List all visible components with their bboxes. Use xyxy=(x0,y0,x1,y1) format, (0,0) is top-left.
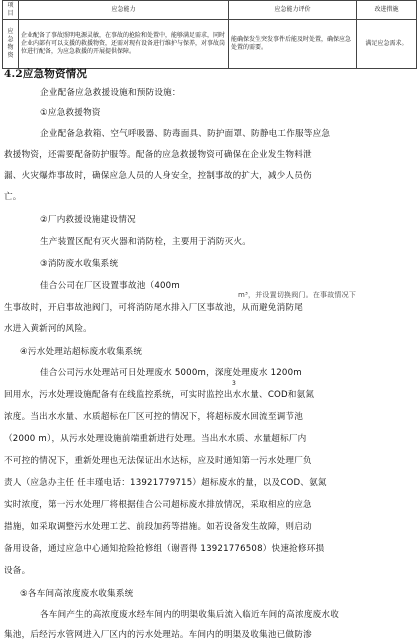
subheading-4: ④污水处理站超标废水收集系统 xyxy=(20,347,143,357)
paragraph-line: 救援物资，还需要配备防护服等。配备的应急救援物资可确保在企业发生物料泄 xyxy=(4,150,312,160)
paragraph-line: 不可控的情况下，重新处理也无法保证出水达标，应及时通知第一污水处理厂负 xyxy=(4,456,312,466)
paragraph-line: 亡。 xyxy=(4,192,22,202)
header-improvement: 改进措施 xyxy=(357,1,417,20)
section-heading: 4.2应急物资情况 xyxy=(4,68,88,80)
paragraph-line: 设备。 xyxy=(4,566,31,576)
paragraph-line: 回用水，污水处理设施配备有在线监控系统，可实时监控出水水量、COD和氨氮 xyxy=(4,390,315,400)
paragraph-line: 企业配备急救箱、空气呼吸器、防毒面具、防护面罩、防静电工作服等应急 xyxy=(40,129,331,139)
paragraph-line: 各车间产生的高浓度废水经车间内的明渠收集后流入临近车间的高浓度废水收 xyxy=(40,610,339,620)
paragraph-line: 责人（应急办主任 任丰瑾电话：13921779715）超标废水的量，以及COD、氨氮 xyxy=(4,478,327,488)
paragraph-line: 佳合公司污水处理站可日处理废水 5000m，深度处理废水 1200m xyxy=(40,368,302,378)
cell-improvement: 满足应急需求。 xyxy=(357,20,417,69)
paragraph-line: 备用设备，通过应急中心通知抢险抢修组（谢晋得 13921776508）快速抢修环损 xyxy=(4,544,325,554)
subheading-2: ②厂内救援设施建设情况 xyxy=(40,215,136,225)
paragraph-line: 生产装置区配有灭火器和消防栓，主要用于消防灭火。 xyxy=(40,237,252,247)
subheading-5: ⑤各车间高浓度废水收集系统 xyxy=(20,589,134,599)
paragraph-line: 实时浓度，第一污水处理厂将根据佳合公司超标废水排放情况，采取相应的应急 xyxy=(4,500,312,510)
header-evaluation: 应急能力评价 xyxy=(229,1,357,20)
header-capability: 应急能力 xyxy=(19,1,229,20)
paragraph-line: 佳合公司在厂区设置事故池（400m xyxy=(40,281,180,291)
overlay-text: m³，并设置切换阀门。在事故情况下 xyxy=(238,291,357,299)
superscript-mark: 3 xyxy=(232,380,237,387)
cell-evaluation: 能确保发生突发事件后能及时处置，确保应急处置的需要。 xyxy=(229,20,357,69)
paragraph-line: 企业配备应急救援设施和预防设施： xyxy=(40,88,181,98)
subheading-1: ①应急救援物资 xyxy=(40,108,101,118)
cell-capability: 企业配备了事故照明电源灵敏，在事故的抢险和处置中，能够满足需求，同时企业内部有可以支援的救援物资，还需对现有设备进行维护与保养，对事故岗位进行配备，为应急救援的开展提供保障。 xyxy=(19,20,229,69)
paragraph-line: 措施，如采取调整污水处理工艺、前段加药等措施。如若设备发生故障，则启动 xyxy=(4,522,312,532)
subheading-3: ③消防废水收集系统 xyxy=(40,259,119,269)
paragraph-line: （2000 m），从污水处理设施前端重新进行处理。当出水水质、水量超标厂内 xyxy=(4,434,307,444)
paragraph-line: 水进入黄新河的风险。 xyxy=(4,324,92,334)
paragraph-line: 漏、火灾爆炸事故时，确保应急人员的人身安全，控制事故的扩大，减少人员伤 xyxy=(4,171,312,181)
paragraph-line: 集池，后经污水管网进入厂区内的污水处理站。车间内的明渠及收集池已做防渗 xyxy=(4,630,312,640)
paragraph-line: 浓度。当出水水量、水质超标在厂区可控的情况下，将超标废水回流至调节池 xyxy=(4,412,303,422)
cell-item: 应急物资 xyxy=(3,20,19,69)
header-item: 项目 xyxy=(3,1,19,20)
paragraph-line: 生事故时，开启事故池阀门，可将消防尾水排入厂区事故池，从而避免消防尾 xyxy=(4,303,303,313)
